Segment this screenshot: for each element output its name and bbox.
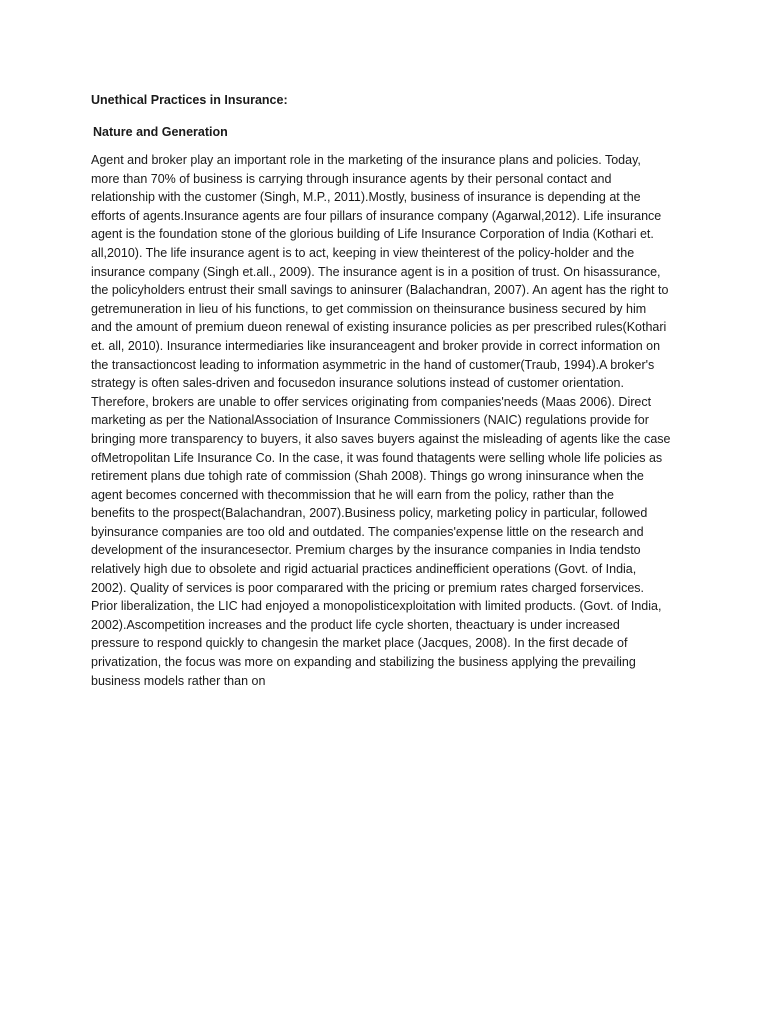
paragraph-line: development of the insurancesector. Premium charges by the insurance companies in India tendsto — [91, 543, 641, 558]
document-page — [91, 91, 683, 690]
paragraph-line: agent becomes concerned with thecommission that he will earn from the policy, rather than the — [91, 487, 614, 502]
paragraph-line: the transactioncost leading to information asymmetric in the hand of customer(Traub, 1994).A broker's — [91, 357, 655, 372]
paragraph-line: business models rather than on — [91, 673, 266, 688]
paragraph-line: the policyholders entrust their small savings to aninsurer (Balachandran, 2007). An agent has the right to — [91, 283, 669, 298]
document-title: Unethical Practices in Insurance: — [91, 93, 288, 107]
document-subtitle: Nature and Generation — [93, 125, 228, 139]
paragraph-line: strategy is often sales-driven and focusedon insurance solutions instead of customer orientation. — [91, 376, 624, 391]
paragraph-line: byinsurance companies are too old and outdated. The companies'expense little on the research and — [91, 524, 644, 539]
paragraph-line: Prior liberalization, the LIC had enjoyed a monopolisticexploitation with limited products. (Govt. of India, — [91, 599, 662, 614]
paragraph-line: pressure to respond quickly to changesin the market place (Jacques, 2008). In the first decade of — [91, 636, 628, 651]
paragraph-line: et. all, 2010). Insurance intermediaries like insuranceagent and broker provide in correct information on — [91, 338, 661, 353]
paragraph-line: benefits to the prospect(Balachandran, 2007).Business policy, marketing policy in particular, followed — [91, 506, 648, 521]
paragraph-line: agent is the foundation stone of the glorious building of Life Insurance Corporation of India (Kothari et. — [91, 227, 654, 242]
paragraph-line: 2002). Quality of services is poor comparared with the pricing or premium rates charged forservices. — [91, 580, 645, 595]
paragraph-line: and the amount of premium dueon renewal of existing insurance policies as per prescribed rules(Kothari — [91, 320, 667, 335]
paragraph-line: relationship with the customer (Singh, M.P., 2011).Mostly, business of insurance is depending at the — [91, 190, 641, 205]
paragraph-line: marketing as per the NationalAssociation of Insurance Commissioners (NAIC) regulations provide for — [91, 413, 649, 428]
paragraph-line: efforts of agents.Insurance agents are four pillars of insurance company (Agarwal,2012). Life insurance — [91, 208, 662, 223]
paragraph-line: Agent and broker play an important role in the marketing of the insurance plans and policies. Today, — [91, 153, 641, 167]
paragraph-line: getremuneration in lieu of his functions, to get commission on theinsurance business secured by him — [91, 301, 647, 316]
paragraph-line: 2002).Ascompetition increases and the product life cycle shorten, theactuary is under increased — [91, 617, 620, 632]
paragraph-line: insurance company (Singh et.all., 2009). The insurance agent is in a position of trust. On hisassurance, — [91, 264, 661, 279]
paragraph-line: retirement plans due tohigh rate of commission (Shah 2008). Things go wrong ininsurance when the — [91, 469, 644, 484]
paragraph-line: privatization, the focus was more on expanding and stabilizing the business applying the prevailing — [91, 655, 636, 670]
paragraph-line: more than 70% of business is carrying through insurance agents by their personal contact and — [91, 171, 612, 186]
paragraph-line: all,2010). The life insurance agent is to act, keeping in view theinterest of the policy-holder and the — [91, 245, 635, 260]
paragraph-line: Therefore, brokers are unable to offer services originating from companies'needs (Maas 2006). Direct — [91, 394, 652, 409]
paragraph-line: relatively high due to obsolete and rigid actuarial practices andinefficient operations (Govt. of India, — [91, 562, 637, 577]
paragraph-line: ofMetropolitan Life Insurance Co. In the case, it was found thatagents were selling whole life policies as — [91, 450, 663, 465]
paragraph-line: bringing more transparency to buyers, it also saves buyers against the misleading of agents like the case — [91, 431, 671, 446]
body-paragraph — [91, 151, 683, 690]
